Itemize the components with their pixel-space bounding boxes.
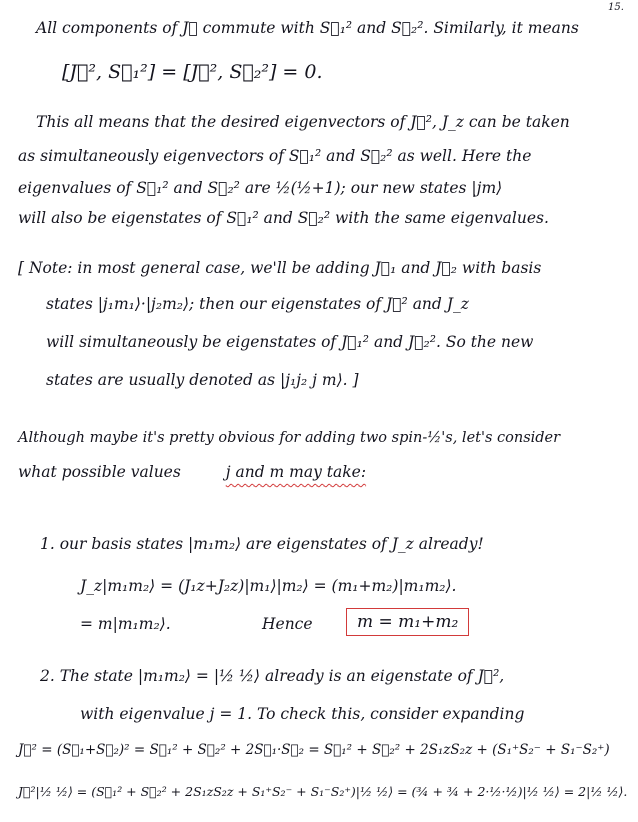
text-line-1: All components of J⃗ commute with S⃗₁² and S⃗₂². Similarly, it means bbox=[36, 19, 579, 37]
text-line-11: Although maybe it's pretty obvious for adding two spin-½'s, let's consider bbox=[18, 430, 561, 446]
text-line-18: with eigenvalue j = 1. To check this, consider expanding bbox=[80, 705, 525, 723]
underlined-phrase: j and m may take: bbox=[225, 463, 367, 481]
item-2-line: 2. The state |m₁m₂⟩ = |½ ½⟩ already is an eigenstate of J⃗², bbox=[40, 667, 505, 685]
m-equation: = m|m₁m₂⟩. bbox=[80, 615, 171, 633]
text-line-5: eigenvalues of S⃗₁² and S⃗₂² are ½(½+1); our new states |jm⟩ bbox=[18, 179, 503, 197]
text-line-4: as simultaneously eigenvectors of S⃗₁² and S⃗₂² as well. Here the bbox=[18, 147, 532, 165]
note-line-3: will simultaneously be eigenstates of J⃗₁² and J⃗₂². So the new bbox=[46, 333, 534, 351]
boxed-equation: m = m₁+m₂ bbox=[346, 608, 469, 636]
text-line-3: This all means that the desired eigenvectors of J⃗², J_z can be taken bbox=[36, 113, 570, 131]
hence-label: Hence bbox=[262, 615, 313, 633]
commutator-equation: [J⃗², S⃗₁²] = [J⃗², S⃗₂²] = 0. bbox=[62, 61, 323, 83]
text-line-6: will also be eigenstates of S⃗₁² and S⃗₂² with the same eigenvalues. bbox=[18, 209, 549, 227]
note-line-1: [ Note: in most general case, we'll be adding J⃗₁ and J⃗₂ with basis bbox=[18, 259, 542, 277]
item-1-line: 1. our basis states |m₁m₂⟩ are eigenstates of J_z already! bbox=[40, 535, 484, 553]
text-line-12 bbox=[18, 462, 366, 482]
note-line-2: states |j₁m₁⟩·|j₂m₂⟩; then our eigenstates of J⃗² and J_z bbox=[46, 295, 469, 313]
text-line-12-start: what possible values bbox=[18, 463, 181, 481]
page-number: 15. bbox=[608, 2, 624, 13]
j-squared-action: J⃗²|½ ½⟩ = (S⃗₁² + S⃗₂² + 2S₁zS₂z + S₁⁺S₂⁻ + S₁⁻S₂⁺)|½ ½⟩ = (¾ + ¾ + 2·½·½)|½ ½⟩ = 2|½ ½⟩. bbox=[18, 784, 628, 799]
jz-equation: J_z|m₁m₂⟩ = (J₁z+J₂z)|m₁⟩|m₂⟩ = (m₁+m₂)|m₁m₂⟩. bbox=[80, 577, 457, 595]
j-squared-expansion: J⃗² = (S⃗₁+S⃗₂)² = S⃗₁² + S⃗₂² + 2S⃗₁·S⃗₂ = S⃗₁² + S⃗₂² + 2S₁zS₂z + (S₁⁺S₂⁻ + S₁⁻S₂⁺) bbox=[18, 742, 610, 758]
note-line-4: states are usually denoted as |j₁j₂ j m⟩. ] bbox=[46, 371, 359, 389]
